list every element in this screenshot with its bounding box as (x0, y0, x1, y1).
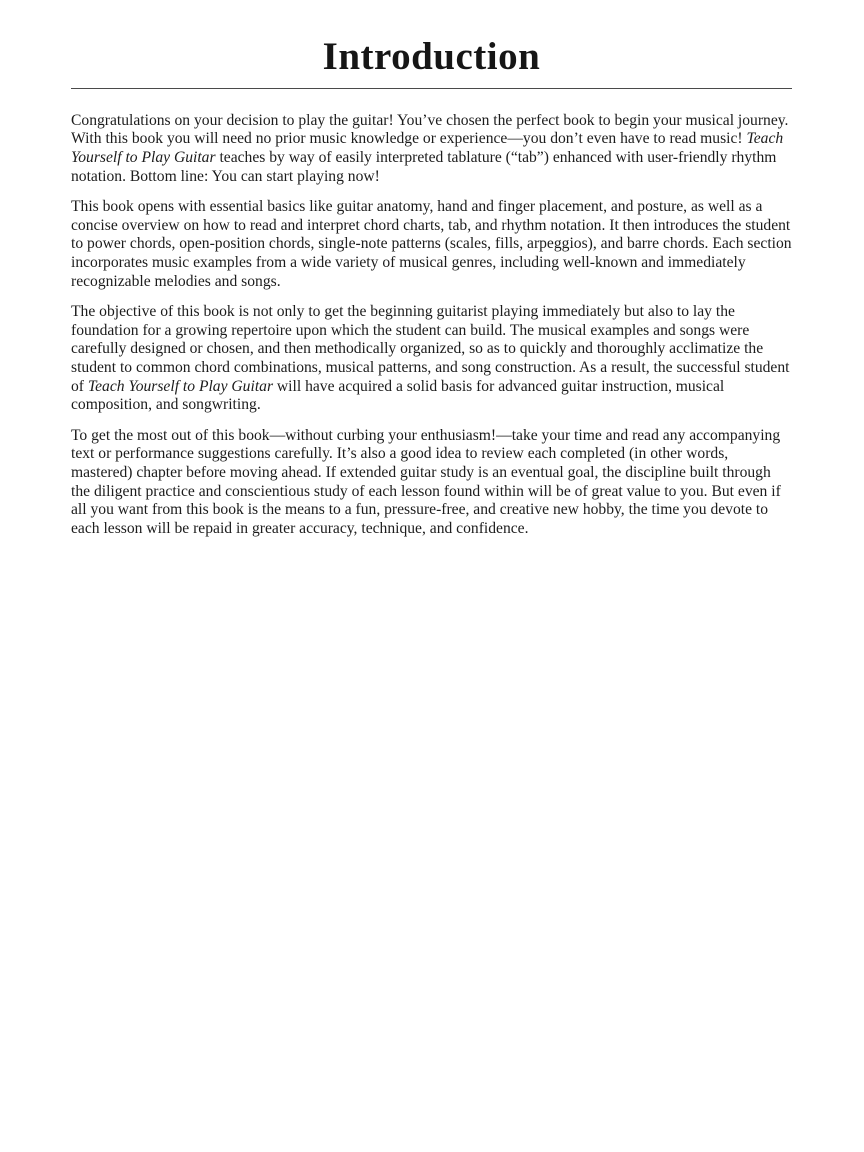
paragraph (71, 427, 792, 539)
paragraph (71, 303, 792, 415)
page-header (71, 36, 792, 89)
paragraph (71, 198, 792, 291)
title-rule (71, 88, 792, 89)
page-title: Introduction (322, 35, 541, 78)
text-run: This book opens with essential basics like guitar anatomy, hand and finger placement, and posture, as well as a concise overview on how to read and interpret chord charts, tab, and rhythm notation. It then introduces the student to power chords, open-position chords, single-note patterns (scales, fills, arpeggios), and barre chords. Each section incorporates music examples from a wide variety of musical genres, including well-known and immediately recognizable melodies and songs. (71, 198, 792, 290)
text-run: The objective of this book is not only to get the beginning guitarist playing immediately but also to lay the foundation for a growing repertoire upon which the student can build. The musical examples and songs were carefully designed or chosen, and then methodically organized, so as to quickly and thoroughly acclimatize the student to common chord combinations, musical patterns, and song construction. As a result, the successful student of (71, 303, 790, 395)
body-text (71, 112, 792, 538)
book-title-italic: Teach Yourself to Play Guitar (71, 130, 784, 167)
book-title-italic: Teach Yourself to Play Guitar (87, 377, 274, 395)
paragraph (71, 112, 792, 186)
text-run: will have acquired a solid basis for advanced guitar instruction, musical composition, and songwriting. (71, 377, 725, 414)
text-run: teaches by way of easily interpreted tablature (“tab”) enhanced with user-friendly rhythm notation. Bottom line: You can start playing now! (71, 149, 777, 185)
text-run: To get the most out of this book—without curbing your enthusiasm!—take your time and read any accompanying text or performance suggestions carefully. It’s also a good idea to review each completed (in other words, mastered) chapter before moving ahead. If extended guitar study is an eventual goal, the discipline built through the diligent practice and conscientious study of each lesson found within will be of great value to you. But even if all you want from this book is the means to a fun, pressure-free, and creative new hobby, the time you devote to each lesson will be repaid in greater accuracy, technique, and confidence. (71, 426, 781, 537)
text-run: Congratulations on your decision to play the guitar! You’ve chosen the perfect book to begin your musical journey. With this book you will need no prior music knowledge or experience—you don’t even have to read music! (71, 111, 789, 148)
